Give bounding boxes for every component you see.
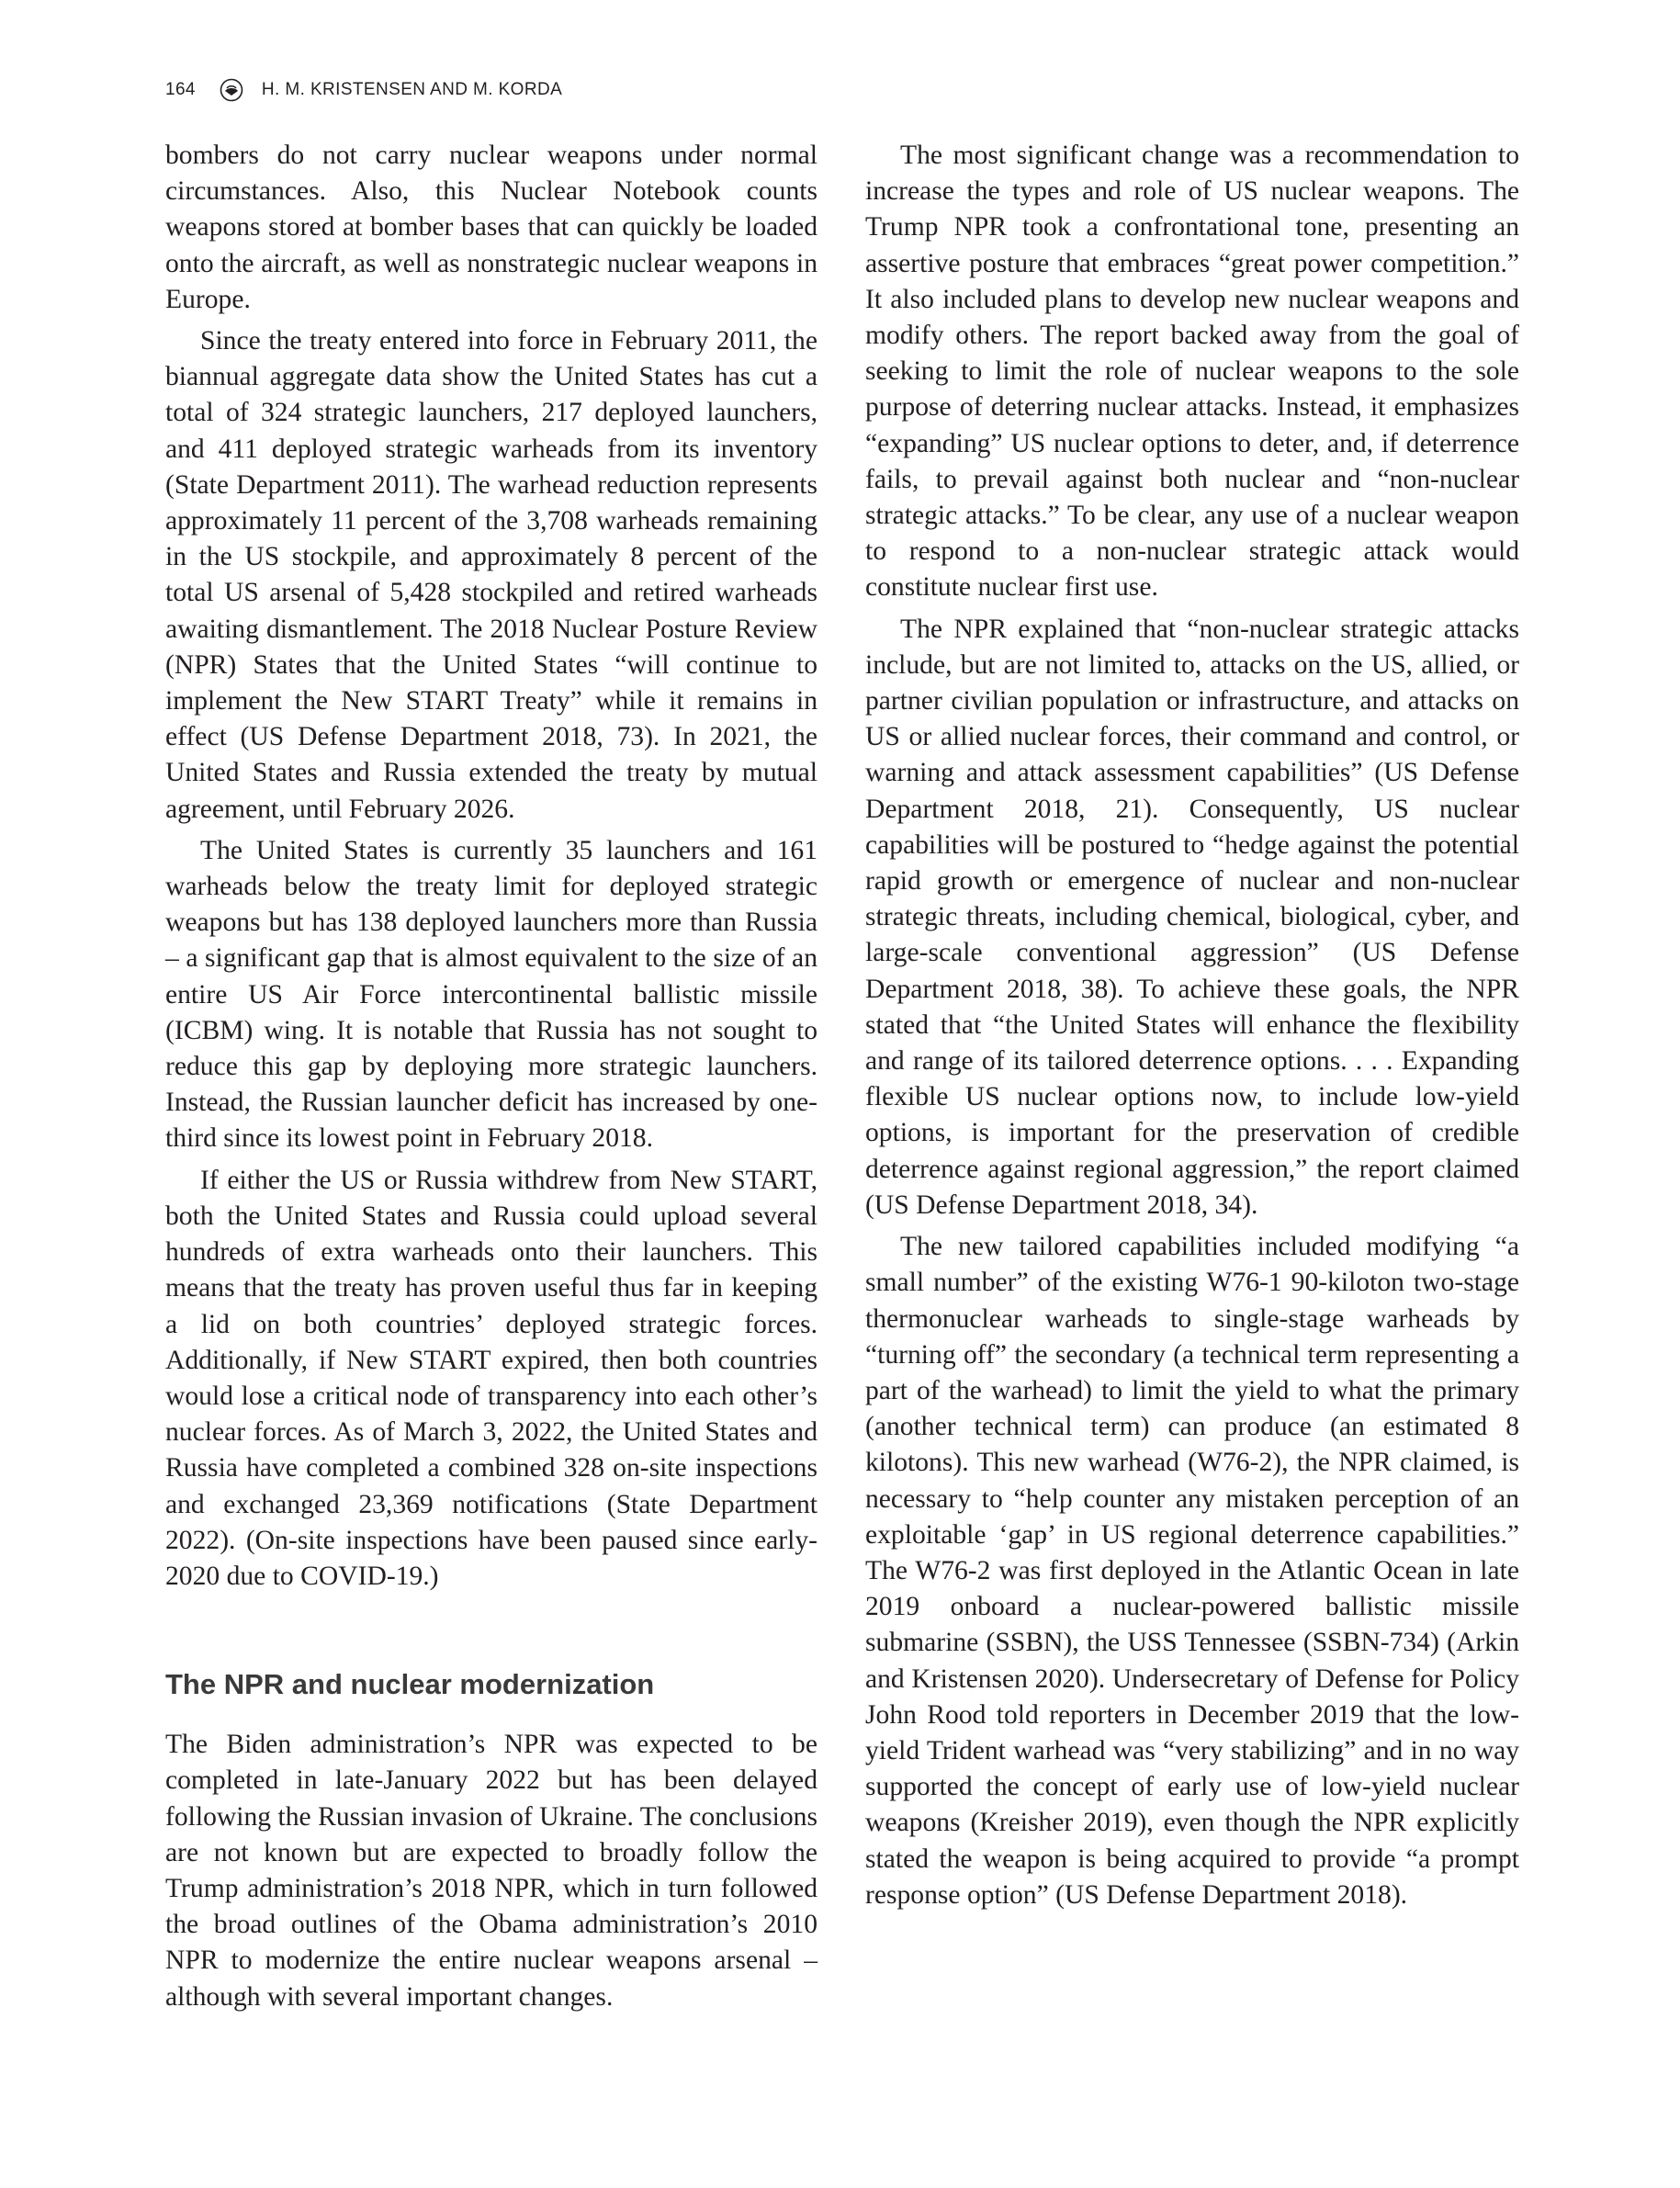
- paragraph: If either the US or Russia withdrew from New START, both the United States and Russia could upload several hundreds of extra warheads onto their launchers. This means that the treaty has proven useful thus far in keeping a lid on both countries’ deployed strategic forces. Additionally, if New START expired, then both countries would lose a critical node of transparency into each other’s nuclear forces. As of March 3, 2022, the United States and Russia have completed a combined 328 on-site inspections and exchanged 23,369 notifications (State Department 2022). (On-site inspections have been paused since early-2020 due to COVID-19.): [165, 1165, 817, 1591]
- publisher-logo-icon: [220, 78, 243, 102]
- paragraph: bombers do not carry nuclear weapons under normal circumstances. Also, this Nuclear Notebook counts weapons stored at bomber bases that can quickly be loaded onto the aircraft, as well as nonstrategic nuclear weapons in Europe.: [165, 141, 817, 314]
- paragraph: The new tailored capabilities included modifying “a small number” of the existing W76-1 90-kiloton two-stage thermonuclear warheads to single-stage warheads by “turning off” the secondary (a technical term representing a part of the warhead) to limit the yield to what the primary (another technical term) can produce (an estimated 8 kilotons). This new warhead (W76-2), the NPR claimed, is necessary to “help counter any mistaken perception of an exploitable ‘gap’ in US regional deterrence capabilities.” The W76-2 was first deployed in the Atlantic Ocean in late 2019 onboard a nuclear-powered ballistic missile submarine (SSBN), the USS Tennessee (SSBN-734) (Arkin and Kristensen 2020). Undersecretary of Defense for Policy John Rood told reporters in December 2019 that the low-yield Trident warhead was “very stabilizing” and in no way supported the concept of early use of low-yield nuclear weapons (Kreisher 2019), even though the NPR explicitly stated the weapon is being acquired to provide “a prompt response option” (US Defense Department 2018).: [865, 1232, 1519, 1910]
- running-header: [165, 72, 562, 108]
- section-heading: The NPR and nuclear modernization: [165, 1668, 655, 1701]
- paragraph: The NPR explained that “non-nuclear strategic attacks include, but are not limited to, attacks on the US, allied, or partner civilian population or infrastructure, and attacks on US or allied nuclear forces, their command and control, or warning and attack assessment capabilities” (US Defense Department 2018, 21). Consequently, US nuclear capabilities will be postured to “hedge against the potential rapid growth or emergence of nuclear and non-nuclear strategic threats, including chemical, biological, cyber, and large-scale conventional aggression” (US Defense Department 2018, 38). To achieve these goals, the NPR stated that “the United States will enhance the flexibility and range of its tailored deterrence options. . . . Expanding flexible US nuclear options now, to include low-yield options, is important for the preservation of credible deterrence against regional aggression,” the report claimed (US Defense Department 2018, 34).: [865, 614, 1519, 1220]
- paragraph: The most significant change was a recommendation to increase the types and role of US nuclear weapons. The Trump NPR took a confrontational tone, presenting an assertive posture that embraces “great power competition.” It also included plans to develop new nuclear weapons and modify others. The report backed away from the goal of seeking to limit the role of nuclear weapons to the sole purpose of deterring nuclear attacks. Instead, it emphasizes “expanding” US nuclear options to deter, and, if deterrence fails, to prevail against both nuclear and “non-nuclear strategic attacks.” To be clear, any use of a nuclear weapon to respond to a non-nuclear strategic attack would constitute nuclear first use.: [865, 141, 1519, 603]
- right-column: [865, 138, 1519, 1913]
- paragraph: Since the treaty entered into force in February 2011, the biannual aggregate data show the United States has cut a total of 324 strategic launchers, 217 deployed launchers, and 411 deployed strategic warheads from its inventory (State Department 2011). The warhead reduction represents approximately 11 percent of the 3,708 warheads remaining in the US stockpile, and approximately 8 percent of the total US arsenal of 5,428 stockpiled and retired warheads awaiting dismantlement. The 2018 Nuclear Posture Review (NPR) States that the United States “will continue to implement the New START Treaty” while it remains in effect (US Defense Department 2018, 73). In 2021, the United States and Russia extended the treaty by mutual agreement, until February 2026.: [165, 326, 817, 824]
- page-number: 164: [165, 80, 196, 99]
- paragraph: The United States is currently 35 launchers and 161 warheads below the treaty limit for deployed strategic weapons but has 138 deployed launchers more than Russia – a significant gap that is almost equivalent to the size of an entire US Air Force intercontinental ballistic missile (ICBM) wing. It is notable that Russia has not sought to reduce this gap by deploying more strategic launchers. Instead, the Russian launcher deficit has increased by one-third since its lowest point in February 2018.: [165, 835, 817, 1154]
- left-column: [165, 138, 817, 2015]
- running-header-authors: H. M. KRISTENSEN AND M. KORDA: [261, 80, 563, 99]
- paragraph: The Biden administration’s NPR was expected to be completed in late-January 2022 but has been delayed following the Russian invasion of Ukraine. The conclusions are not known but are expected to broadly follow the Trump administration’s 2018 NPR, which in turn followed the broad outlines of the Obama administration’s 2010 NPR to modernize the entire nuclear weapons arsenal – although with several important changes.: [165, 1730, 817, 2012]
